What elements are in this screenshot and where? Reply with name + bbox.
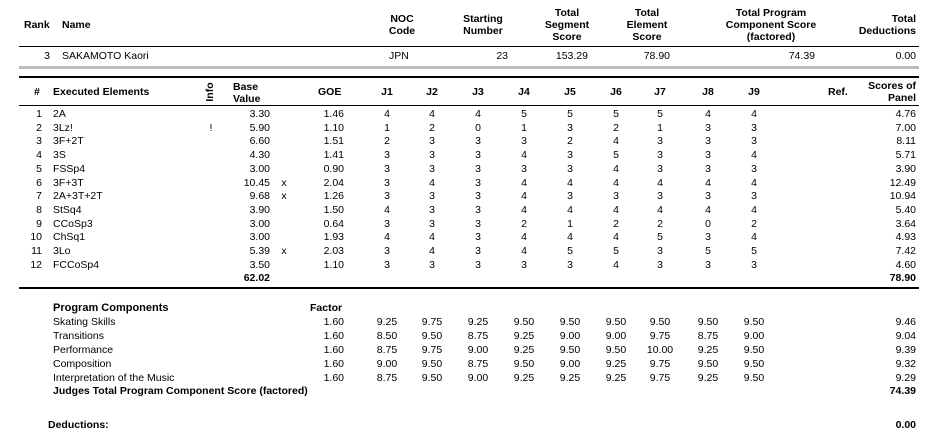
element-judge-score: 3 <box>521 135 527 148</box>
element-panel-score: 10.94 <box>889 190 916 203</box>
component-score: 9.46 <box>895 316 916 328</box>
element-judge-score: 3 <box>521 258 527 271</box>
skater-noc: JPN <box>389 50 409 62</box>
element-number: 12 <box>30 258 42 271</box>
element-judge-score: 3 <box>567 162 573 175</box>
element-judge-score: 3 <box>751 190 757 203</box>
element-judge-score: 3 <box>613 190 619 203</box>
element-judge-score: 4 <box>384 203 390 216</box>
element-judge-score: 3 <box>751 121 757 134</box>
element-judge-score: 3 <box>429 203 435 216</box>
component-judge-score: 9.50 <box>743 344 765 356</box>
element-judge-score: 3 <box>521 162 527 175</box>
element-judge-score: 5 <box>613 149 619 162</box>
element-number: 8 <box>36 203 42 216</box>
component-judge-score: 9.25 <box>513 330 535 342</box>
element-judge-score: 3 <box>384 162 390 175</box>
component-score: 9.39 <box>895 344 916 356</box>
base-value-total: 62.02 <box>243 272 270 284</box>
element-panel-score: 5.71 <box>895 149 916 162</box>
component-judge-score: 9.50 <box>743 316 765 328</box>
element-judge-score: 4 <box>429 231 435 244</box>
deductions-total: 0.00 <box>895 419 916 431</box>
element-number: 11 <box>31 245 42 257</box>
judge-header-9: J9 <box>748 86 760 98</box>
component-judge-score: 9.75 <box>421 316 443 328</box>
component-judge-score: 9.00 <box>559 358 581 370</box>
element-judge-score: 3 <box>429 162 435 175</box>
element-score-header: Total Element Score <box>626 7 668 43</box>
element-base-value: 4.30 <box>249 149 270 162</box>
deductions-label: Deductions: <box>48 419 109 431</box>
judge-header-2: J2 <box>426 86 438 98</box>
element-number: 4 <box>36 149 42 162</box>
judge-header-1: J1 <box>381 86 393 98</box>
component-judge-score: 9.50 <box>559 316 581 328</box>
component-judge-score: 8.75 <box>697 330 719 342</box>
element-goe: 0.64 <box>323 217 344 230</box>
element-judge-score: 3 <box>475 258 481 271</box>
component-score: 9.04 <box>895 330 916 342</box>
element-judge-score: 3 <box>657 135 663 148</box>
element-name: 3Lo <box>53 245 71 257</box>
element-judge-score: 4 <box>521 190 527 203</box>
element-base-value: 5.90 <box>249 121 270 134</box>
element-judge-score: 2 <box>521 217 527 230</box>
component-judge-score: 9.50 <box>649 316 671 328</box>
element-info: ! <box>209 121 213 134</box>
element-judge-score: 4 <box>521 231 527 244</box>
component-judge-score: 9.50 <box>697 316 719 328</box>
element-judge-score: 4 <box>613 231 619 244</box>
element-judge-score: 2 <box>567 135 573 148</box>
element-goe: 1.50 <box>323 203 344 216</box>
component-judge-score: 9.50 <box>605 344 627 356</box>
element-judge-score: 4 <box>657 203 663 216</box>
element-judge-score: 5 <box>613 245 619 257</box>
element-panel-score: 3.90 <box>895 162 916 175</box>
starting-number-header: Starting Number <box>463 13 503 37</box>
goe-header: GOE <box>318 86 342 98</box>
component-judge-score: 9.25 <box>697 372 719 384</box>
component-judge-score: 9.75 <box>649 358 671 370</box>
element-judge-score: 5 <box>657 231 663 244</box>
element-judge-score: 5 <box>751 245 757 257</box>
element-name: 3S <box>53 149 66 162</box>
component-judge-score: 9.00 <box>605 330 627 342</box>
component-judge-score: 9.25 <box>605 358 627 370</box>
noc-header: NOC Code <box>388 13 416 37</box>
element-bonus-marker: x <box>281 176 287 189</box>
component-judge-score: 9.50 <box>743 372 765 384</box>
element-judge-score: 3 <box>705 121 711 134</box>
element-judge-score: 3 <box>705 149 711 162</box>
element-base-value: 5.39 <box>249 245 270 257</box>
component-judge-score: 8.75 <box>376 372 398 384</box>
judge-header-8: J8 <box>702 86 714 98</box>
section-separator <box>19 66 919 69</box>
element-judge-score: 3 <box>475 231 481 244</box>
element-number: 7 <box>36 190 42 203</box>
element-judge-score: 2 <box>429 121 435 134</box>
element-judge-score: 4 <box>567 176 573 189</box>
header-rule <box>19 46 919 47</box>
judge-header-7: J7 <box>654 86 666 98</box>
element-judge-score: 3 <box>751 162 757 175</box>
element-number: 9 <box>36 217 42 230</box>
elements-bottom-rule <box>19 287 919 289</box>
component-name: Skating Skills <box>53 316 116 328</box>
component-judge-score: 9.50 <box>421 372 443 384</box>
element-judge-score: 3 <box>384 190 390 203</box>
element-judge-score: 4 <box>751 203 757 216</box>
component-judge-score: 9.50 <box>421 358 443 370</box>
element-goe: 0.90 <box>323 162 344 175</box>
pcs-total-label: Judges Total Program Component Score (factored) <box>53 385 308 397</box>
elements-top-rule <box>19 76 919 78</box>
element-judge-score: 5 <box>567 245 573 257</box>
element-judge-score: 1 <box>567 217 573 230</box>
element-judge-score: 4 <box>475 108 481 120</box>
element-base-value: 3.30 <box>249 108 270 120</box>
element-judge-score: 3 <box>475 217 481 230</box>
element-judge-score: 3 <box>429 149 435 162</box>
component-judge-score: 9.25 <box>513 372 535 384</box>
element-goe: 1.46 <box>323 108 344 120</box>
component-judge-score: 9.50 <box>605 316 627 328</box>
skater-segment-score: 153.29 <box>555 50 588 62</box>
element-judge-score: 3 <box>705 135 711 148</box>
element-number: 2 <box>36 121 42 134</box>
element-number: 3 <box>36 135 42 148</box>
element-judge-score: 4 <box>613 162 619 175</box>
component-name: Performance <box>53 344 114 356</box>
component-judge-score: 9.25 <box>513 344 535 356</box>
element-judge-score: 0 <box>705 217 711 230</box>
element-judge-score: 4 <box>613 135 619 148</box>
element-judge-score: 5 <box>657 108 663 120</box>
component-judge-score: 10.00 <box>646 344 674 356</box>
component-judge-score: 9.25 <box>376 316 398 328</box>
element-judge-score: 4 <box>705 108 711 120</box>
element-judge-score: 1 <box>384 121 390 134</box>
element-judge-score: 3 <box>475 176 481 189</box>
judge-header-5: J5 <box>564 86 576 98</box>
element-judge-score: 3 <box>705 258 711 271</box>
component-judge-score: 9.50 <box>559 344 581 356</box>
component-judge-score: 9.50 <box>743 358 765 370</box>
deductions-header: Total Deductions <box>858 13 916 37</box>
element-name: ChSq1 <box>53 231 86 244</box>
component-judge-score: 8.75 <box>467 358 489 370</box>
element-judge-score: 3 <box>475 149 481 162</box>
component-score: 9.29 <box>895 372 916 384</box>
element-goe: 1.10 <box>323 121 344 134</box>
component-judge-score: 9.00 <box>743 330 765 342</box>
component-judge-score: 9.75 <box>649 330 671 342</box>
component-factor: 1.60 <box>323 372 344 384</box>
element-base-value: 3.00 <box>249 162 270 175</box>
element-judge-score: 3 <box>475 203 481 216</box>
element-judge-score: 2 <box>384 135 390 148</box>
element-base-value: 6.60 <box>249 135 270 148</box>
component-judge-score: 9.00 <box>376 358 398 370</box>
base-value-header: Base Value <box>233 81 261 105</box>
element-name: 3F+3T <box>53 176 84 189</box>
element-judge-score: 1 <box>521 121 527 134</box>
program-components-header: Program Components <box>53 302 169 314</box>
ref-header: Ref. <box>828 86 848 98</box>
element-base-value: 3.90 <box>249 203 270 216</box>
component-name: Transitions <box>53 330 104 342</box>
skater-deductions: 0.00 <box>895 50 916 62</box>
component-factor: 1.60 <box>323 330 344 342</box>
element-goe: 2.04 <box>323 176 344 189</box>
element-panel-score: 7.00 <box>895 121 916 134</box>
element-bonus-marker: x <box>281 190 287 203</box>
element-judge-score: 3 <box>657 149 663 162</box>
element-judge-score: 3 <box>705 231 711 244</box>
element-bonus-marker: x <box>281 245 287 257</box>
judge-header-6: J6 <box>610 86 622 98</box>
element-judge-score: 4 <box>521 203 527 216</box>
element-judge-score: 4 <box>657 176 663 189</box>
element-judge-score: 4 <box>384 108 390 120</box>
element-goe: 2.03 <box>323 245 344 257</box>
element-panel-score: 12.49 <box>889 176 916 189</box>
element-judge-score: 2 <box>751 217 757 230</box>
element-judge-score: 3 <box>475 135 481 148</box>
element-judge-score: 3 <box>384 245 390 257</box>
element-name: FSSp4 <box>53 162 86 175</box>
element-number: 6 <box>36 176 42 189</box>
element-name: CCoSp3 <box>53 217 93 230</box>
element-judge-score: 3 <box>475 162 481 175</box>
skater-name: SAKAMOTO Kaori <box>62 50 149 62</box>
element-panel-score: 4.76 <box>895 108 916 120</box>
element-panel-score: 7.42 <box>895 245 916 257</box>
scores-of-panel-header: Scores of Panel <box>868 80 916 104</box>
component-judge-score: 8.75 <box>376 344 398 356</box>
element-name: 3F+2T <box>53 135 84 148</box>
element-judge-score: 3 <box>429 190 435 203</box>
component-judge-score: 9.00 <box>467 344 489 356</box>
element-judge-score: 3 <box>384 217 390 230</box>
factor-header: Factor <box>310 302 343 314</box>
element-judge-score: 3 <box>657 162 663 175</box>
element-panel-score: 4.93 <box>895 231 916 244</box>
element-judge-score: 4 <box>429 108 435 120</box>
element-judge-score: 4 <box>429 176 435 189</box>
component-judge-score: 9.50 <box>421 330 443 342</box>
skater-rank: 3 <box>44 50 50 62</box>
element-base-value: 3.00 <box>249 217 270 230</box>
element-base-value: 3.00 <box>249 231 270 244</box>
element-panel-score: 8.11 <box>896 135 916 148</box>
element-judge-score: 3 <box>567 258 573 271</box>
element-judge-score: 3 <box>475 190 481 203</box>
element-judge-score: 3 <box>567 121 573 134</box>
element-judge-score: 4 <box>567 203 573 216</box>
element-judge-score: 4 <box>613 258 619 271</box>
element-score-total: 78.90 <box>889 272 916 284</box>
element-name: 2A+3T+2T <box>53 190 103 203</box>
element-judge-score: 4 <box>521 245 527 257</box>
element-judge-score: 3 <box>475 245 481 257</box>
element-number: 5 <box>36 162 42 175</box>
segment-score-header: Total Segment Score <box>544 7 590 43</box>
component-name: Interpretation of the Music <box>53 372 175 384</box>
component-judge-score: 9.00 <box>559 330 581 342</box>
judge-header-4: J4 <box>518 86 530 98</box>
pcs-header: Total Program Component Score (factored) <box>725 7 817 43</box>
element-judge-score: 3 <box>384 149 390 162</box>
element-judge-score: 4 <box>521 176 527 189</box>
component-name: Composition <box>53 358 112 370</box>
component-judge-score: 9.00 <box>467 372 489 384</box>
element-judge-score: 4 <box>613 203 619 216</box>
element-panel-score: 5.40 <box>895 203 916 216</box>
element-goe: 1.10 <box>323 258 344 271</box>
elements-header-rule <box>19 105 919 106</box>
element-panel-score: 3.64 <box>895 217 916 230</box>
element-judge-score: 3 <box>751 258 757 271</box>
component-factor: 1.60 <box>323 344 344 356</box>
element-number: 1 <box>36 108 42 120</box>
skater-start: 23 <box>496 50 508 62</box>
element-judge-score: 3 <box>384 258 390 271</box>
element-judge-score: 3 <box>567 149 573 162</box>
element-judge-score: 3 <box>705 190 711 203</box>
judge-header-3: J3 <box>472 86 484 98</box>
element-base-value: 10.45 <box>243 176 270 189</box>
component-judge-score: 9.75 <box>649 372 671 384</box>
element-goe: 1.41 <box>323 149 344 162</box>
element-name: StSq4 <box>53 203 82 216</box>
element-judge-score: 3 <box>657 258 663 271</box>
executed-elements-header: Executed Elements <box>53 86 150 98</box>
element-judge-score: 1 <box>657 121 663 134</box>
element-judge-score: 3 <box>705 162 711 175</box>
element-judge-score: 4 <box>429 245 435 257</box>
element-judge-score: 3 <box>384 176 390 189</box>
element-name: 3Lz! <box>53 121 73 134</box>
element-judge-score: 2 <box>657 217 663 230</box>
element-base-value: 9.68 <box>249 190 270 203</box>
component-judge-score: 9.25 <box>467 316 489 328</box>
rank-header: Rank <box>24 19 50 31</box>
element-number-header: # <box>34 86 40 98</box>
component-factor: 1.60 <box>323 316 344 328</box>
element-name: FCCoSp4 <box>53 258 100 271</box>
element-judge-score: 4 <box>705 176 711 189</box>
element-base-value: 3.50 <box>249 258 270 271</box>
element-judge-score: 3 <box>751 135 757 148</box>
component-judge-score: 9.25 <box>559 372 581 384</box>
element-judge-score: 5 <box>567 108 573 120</box>
element-judge-score: 4 <box>751 231 757 244</box>
skater-element-score: 78.90 <box>643 50 670 62</box>
element-goe: 1.26 <box>323 190 344 203</box>
element-judge-score: 2 <box>613 217 619 230</box>
element-judge-score: 4 <box>521 149 527 162</box>
component-judge-score: 9.25 <box>697 344 719 356</box>
component-judge-score: 9.50 <box>513 358 535 370</box>
element-goe: 1.51 <box>323 135 344 148</box>
component-judge-score: 9.25 <box>605 372 627 384</box>
component-factor: 1.60 <box>323 358 344 370</box>
element-judge-score: 4 <box>567 231 573 244</box>
element-judge-score: 5 <box>705 245 711 257</box>
element-judge-score: 4 <box>751 149 757 162</box>
component-judge-score: 9.50 <box>513 316 535 328</box>
skater-pcs: 74.39 <box>788 50 815 62</box>
element-judge-score: 3 <box>429 135 435 148</box>
element-name: 2A <box>53 108 66 120</box>
element-judge-score: 4 <box>384 231 390 244</box>
element-judge-score: 4 <box>705 203 711 216</box>
element-panel-score: 4.60 <box>895 258 916 271</box>
component-judge-score: 8.75 <box>467 330 489 342</box>
element-judge-score: 2 <box>613 121 619 134</box>
component-judge-score: 8.50 <box>376 330 398 342</box>
element-judge-score: 0 <box>475 121 481 134</box>
component-judge-score: 9.75 <box>421 344 443 356</box>
component-score: 9.32 <box>895 358 916 370</box>
element-judge-score: 4 <box>751 108 757 120</box>
element-judge-score: 3 <box>657 190 663 203</box>
element-goe: 1.93 <box>323 231 344 244</box>
component-judge-score: 9.50 <box>697 358 719 370</box>
pcs-total: 74.39 <box>889 385 916 397</box>
info-header: Info <box>204 82 216 102</box>
name-header: Name <box>62 19 91 31</box>
element-judge-score: 3 <box>429 258 435 271</box>
element-judge-score: 4 <box>613 176 619 189</box>
element-judge-score: 5 <box>613 108 619 120</box>
element-judge-score: 3 <box>657 245 663 257</box>
element-number: 10 <box>30 231 42 244</box>
element-judge-score: 5 <box>521 108 527 120</box>
element-judge-score: 3 <box>567 190 573 203</box>
element-judge-score: 4 <box>751 176 757 189</box>
element-judge-score: 3 <box>429 217 435 230</box>
